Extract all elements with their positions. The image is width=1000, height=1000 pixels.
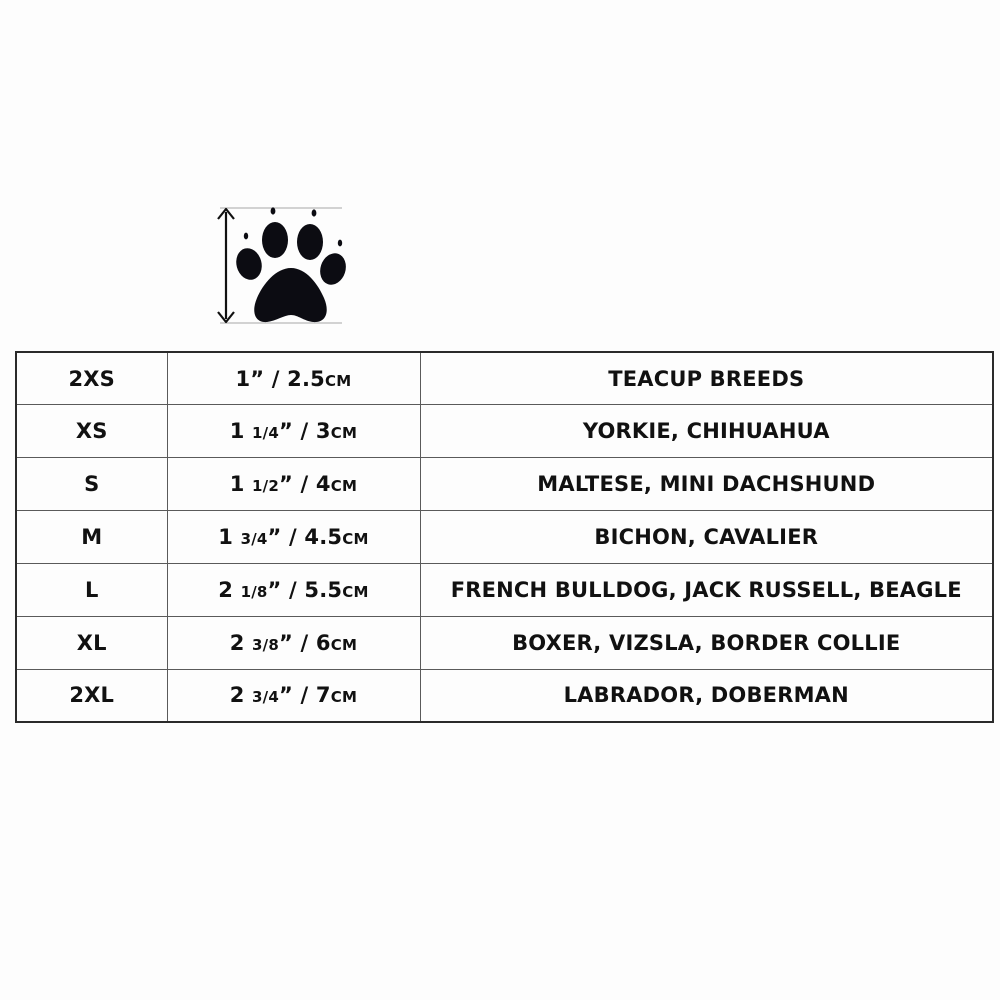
breeds-cell: BICHON, CAVALIER: [420, 511, 993, 564]
measurement-rest: ” / 4.5: [267, 524, 343, 549]
measurement-whole: 1: [235, 366, 251, 391]
measurement-unit: CM: [330, 635, 358, 654]
measurement-rest: ” / 3: [279, 419, 331, 444]
paw-print-icon: [214, 202, 354, 330]
paw-measurement-figure: [214, 202, 354, 330]
measurement-whole: 1: [229, 419, 253, 444]
measurement-rest: ” / 5.5: [267, 577, 343, 602]
measurement-whole: 2: [229, 630, 253, 655]
measurement-cell: [167, 563, 420, 616]
measurement-cell: [167, 511, 420, 564]
breeds-cell: MALTESE, MINI DACHSHUND: [420, 458, 993, 511]
measurement-fraction: 1/4: [252, 424, 279, 443]
measurement-rest: ” / 4: [279, 472, 331, 497]
measurement-rest: ” / 6: [279, 630, 331, 655]
measurement-cell: [167, 352, 420, 405]
size-cell: L: [16, 563, 167, 616]
measurement-unit: CM: [330, 688, 358, 707]
table-row: [16, 405, 993, 458]
breeds-cell: FRENCH BULLDOG, JACK RUSSELL, BEAGLE: [420, 563, 993, 616]
measurement-cell: [167, 405, 420, 458]
measurement-fraction: 1/2: [252, 477, 279, 496]
breeds-cell: BOXER, VIZSLA, BORDER COLLIE: [420, 616, 993, 669]
measurement-unit: CM: [330, 424, 358, 443]
measurement-unit: CM: [324, 371, 352, 390]
measurement-fraction: 3/8: [252, 635, 279, 654]
measurement-whole: 2: [218, 577, 241, 602]
measurement-unit: CM: [330, 477, 358, 496]
breeds-cell: TEACUP BREEDS: [420, 352, 993, 405]
measurement-whole: 1: [218, 524, 241, 549]
size-cell: XS: [16, 405, 167, 458]
table-row: [16, 669, 993, 722]
table-row: [16, 511, 993, 564]
measurement-cell: [167, 458, 420, 511]
measurement-unit: CM: [342, 582, 369, 601]
measurement-cell: [167, 669, 420, 722]
measurement-unit: CM: [342, 529, 369, 548]
vertical-arrow-icon: [218, 209, 234, 322]
table-row: [16, 563, 993, 616]
measurement-rest: ” / 2.5: [250, 366, 325, 391]
size-cell: 2XS: [16, 352, 167, 405]
table-row: [16, 616, 993, 669]
measurement-fraction: 3/4: [240, 529, 268, 548]
table-row: [16, 458, 993, 511]
table-row: [16, 352, 993, 405]
size-cell: M: [16, 511, 167, 564]
size-cell: 2XL: [16, 669, 167, 722]
measurement-fraction: 1/8: [240, 582, 268, 601]
measurement-rest: ” / 7: [279, 683, 331, 708]
breeds-cell: YORKIE, CHIHUAHUA: [420, 405, 993, 458]
size-cell: S: [16, 458, 167, 511]
measurement-cell: [167, 616, 420, 669]
measurement-fraction: 3/4: [252, 688, 279, 707]
size-cell: XL: [16, 616, 167, 669]
size-chart-table: [15, 351, 994, 723]
measurement-whole: 1: [229, 472, 253, 497]
breeds-cell: LABRADOR, DOBERMAN: [420, 669, 993, 722]
measurement-whole: 2: [229, 683, 253, 708]
